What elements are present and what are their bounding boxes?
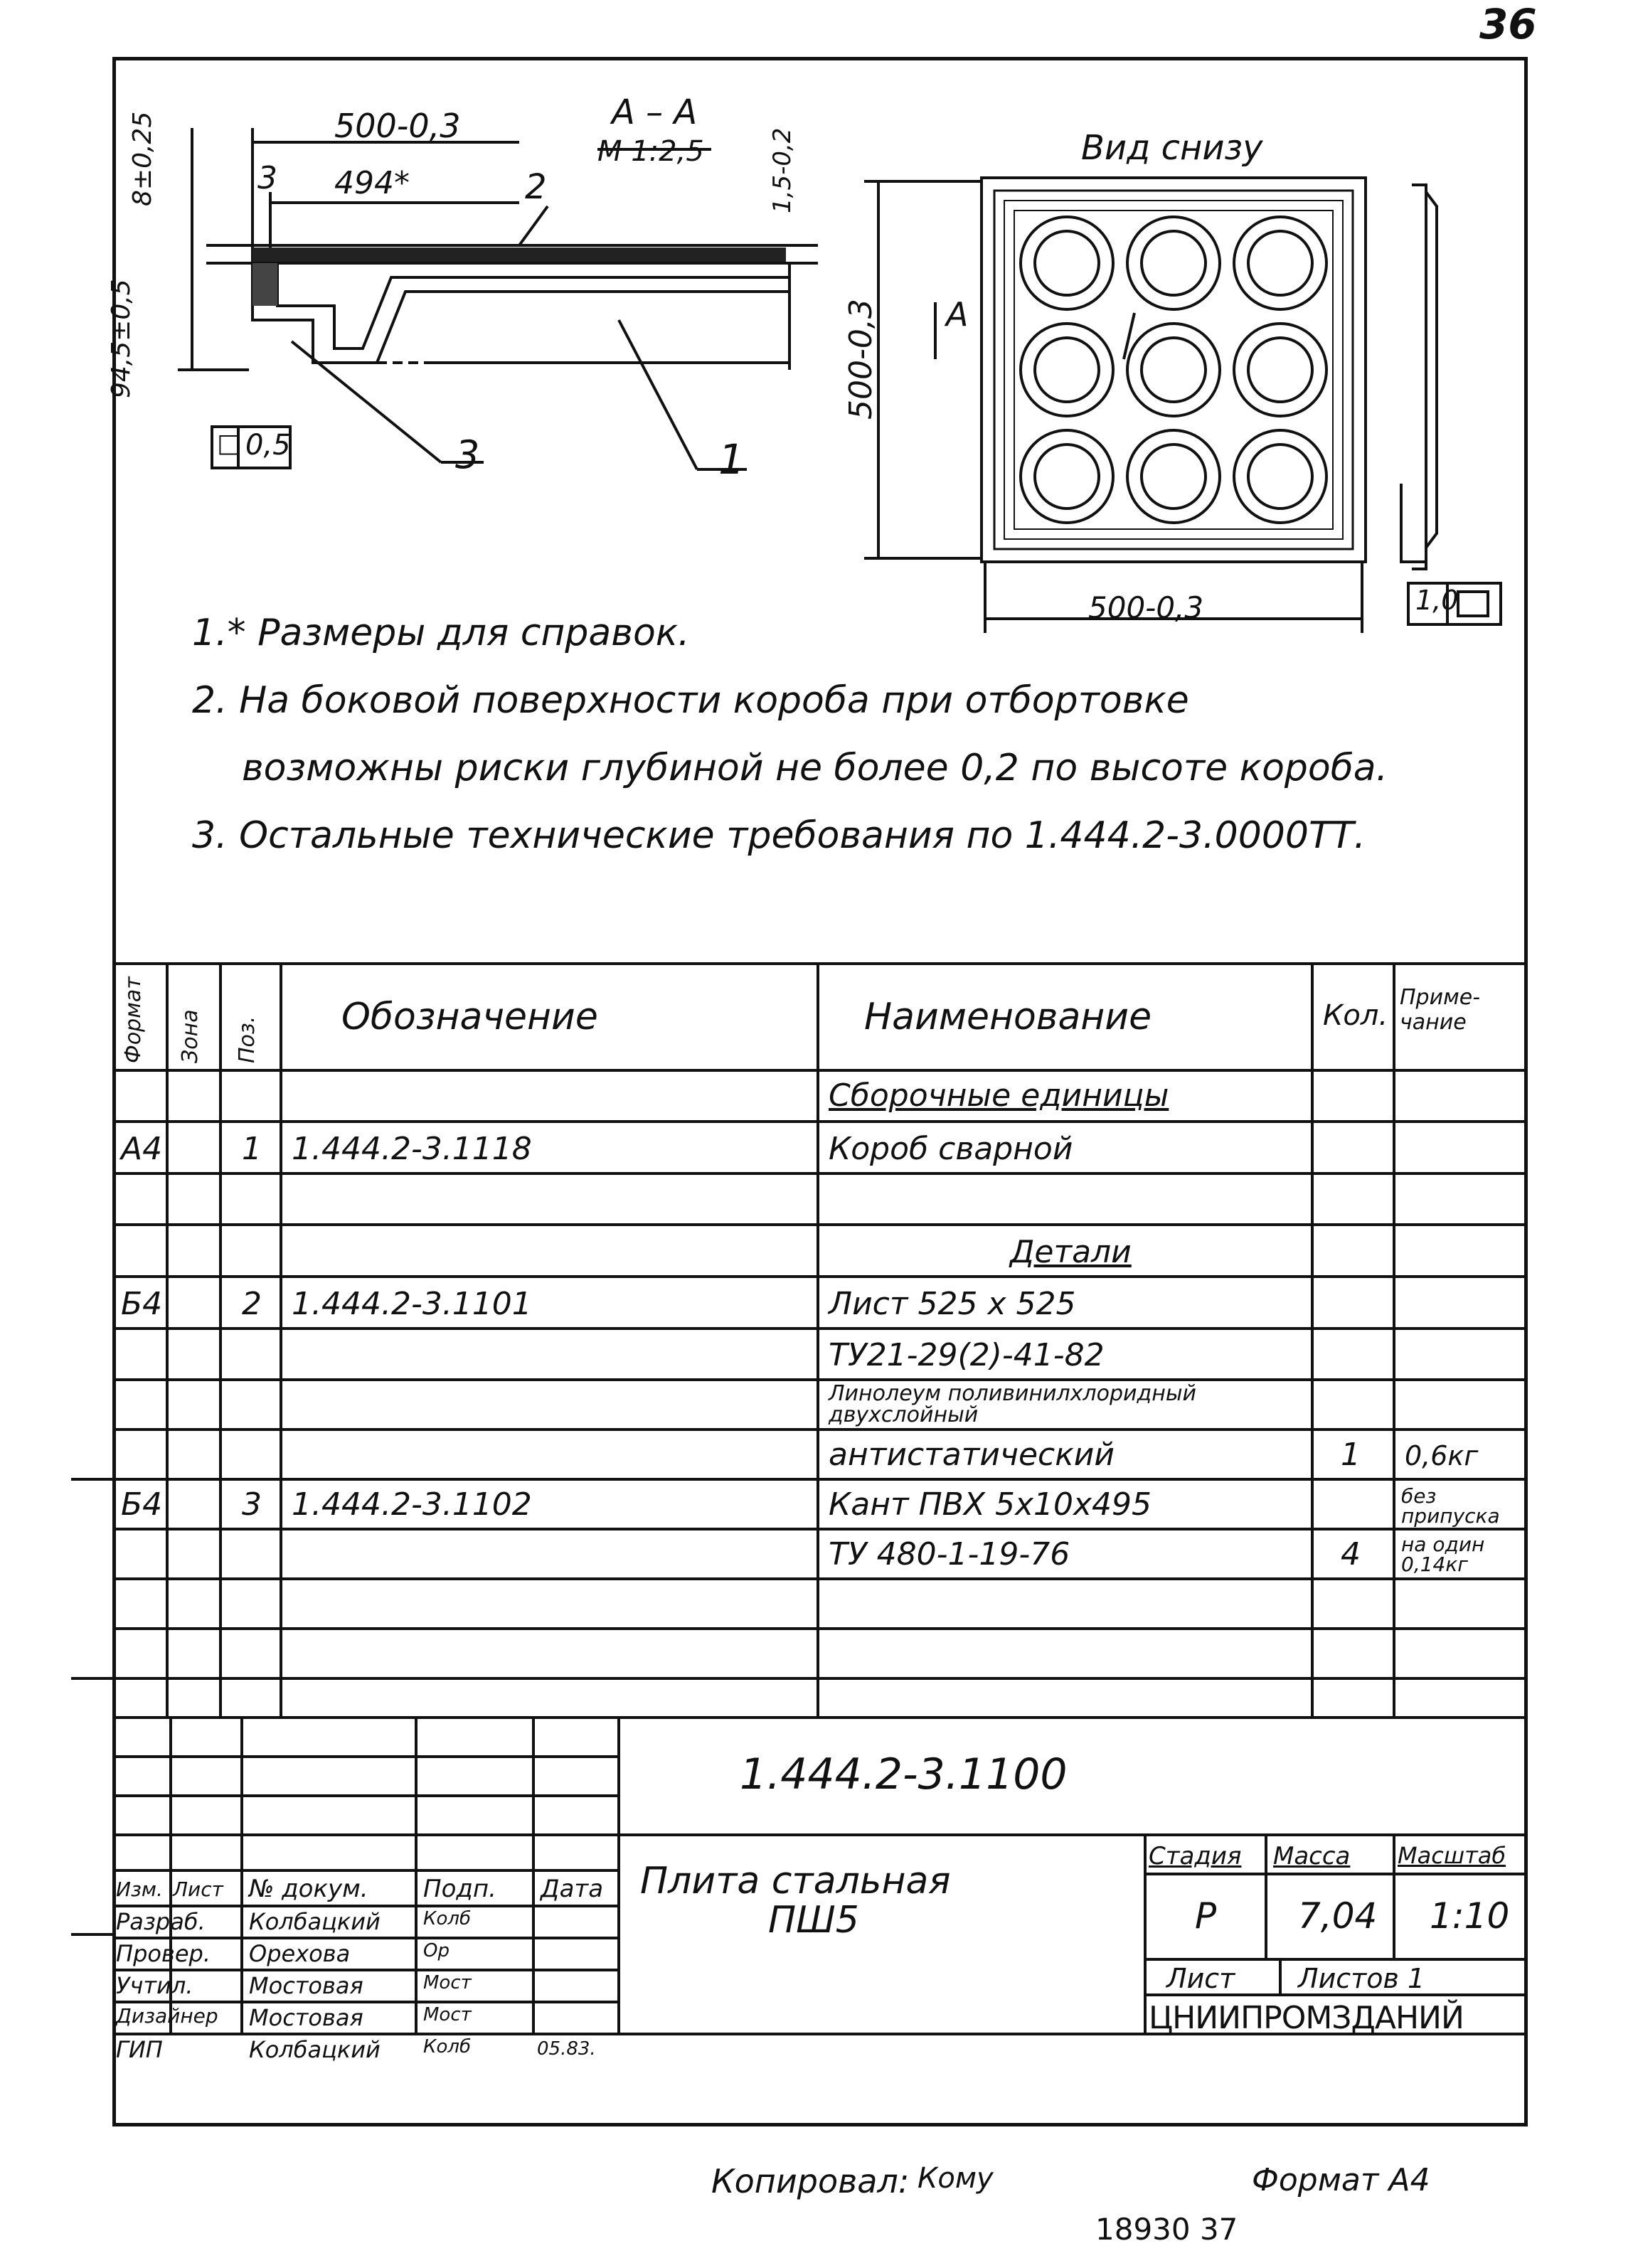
header-name: Наименование <box>864 996 1152 1038</box>
spec-row-4-designation: 1.444.2-3.1101 <box>292 1286 532 1322</box>
spec-row-8-pos: 3 <box>242 1486 262 1523</box>
person-name-1: Колбацкий <box>249 1908 381 1935</box>
flatness2-value: 1,0 <box>1415 585 1459 616</box>
copied-by-label: Копировал: <box>711 2162 910 2200</box>
title-line1: Плита стальная <box>640 1860 951 1902</box>
header-pos: Поз. <box>235 1016 260 1063</box>
scale-value: 1:10 <box>1430 1895 1510 1937</box>
spec-section-assembly: Сборочные единицы <box>829 1077 1169 1114</box>
flatness-value: 0,5 <box>245 429 291 462</box>
person-date-5: 05.83. <box>537 2038 596 2060</box>
spec-row-9-name: ТУ 480-1-19-76 <box>829 1536 1070 1572</box>
mass-value: 7,04 <box>1298 1895 1378 1937</box>
spec-row-5-name: ТУ21-29(2)-41-82 <box>829 1337 1105 1373</box>
spec-row-7-name: антистатический <box>829 1437 1115 1473</box>
note-2: 2. На боковой поверхности короба при отбортовке <box>192 679 1189 722</box>
flatness-symbol: □ <box>217 429 242 458</box>
spec-row-1-format: А4 <box>121 1131 163 1167</box>
dim-8: 8±0,25 <box>128 111 157 206</box>
col-doc: № докум. <box>249 1875 368 1903</box>
person-role-2: Провер. <box>116 1940 211 1967</box>
person-name-3: Мостовая <box>249 1972 363 1999</box>
dim-494: 494* <box>334 165 410 201</box>
col-izm: Изм. <box>116 1878 163 1901</box>
note-2-cont: возможны риски глубиной не более 0,2 по высоте короба. <box>242 747 1388 789</box>
person-name-4: Мостовая <box>249 2004 363 2031</box>
header-zone: Зона <box>178 1009 203 1063</box>
dim-500-bottom: 500-0,3 <box>1088 590 1204 625</box>
header-format: Формат <box>121 976 146 1063</box>
spec-row-1-designation: 1.444.2-3.1118 <box>292 1131 532 1167</box>
person-role-1: Разраб. <box>116 1908 206 1935</box>
callout-3: 3 <box>455 432 480 477</box>
spec-row-1-name: Короб сварной <box>829 1131 1073 1167</box>
section-scale: М 1:2,5 <box>597 135 704 168</box>
format-note: Формат А4 <box>1252 2162 1430 2198</box>
spec-row-9-note: на один 0,14кг <box>1401 1533 1485 1576</box>
person-sign-2: Ор <box>423 1940 450 1961</box>
callout-1: 1 <box>718 435 745 484</box>
view-marker: А <box>946 295 969 334</box>
person-sign-1: Колб <box>423 1908 472 1929</box>
spec-row-4-name: Лист 525 х 525 <box>829 1286 1076 1322</box>
dim-3: 3 <box>257 160 277 196</box>
note-3: 3. Остальные технические требования по 1.444.2-3.0000ТТ. <box>192 814 1366 857</box>
organization: ЦНИИПРОМЗДАНИЙ <box>1149 2000 1464 2036</box>
title-line2: ПШ5 <box>768 1899 859 1942</box>
spec-row-6-name: Линолеум поливинилхлоридный двухслойный <box>829 1381 1197 1427</box>
stage-label: Стадия <box>1149 1842 1242 1870</box>
person-sign-5: Колб <box>423 2036 472 2057</box>
bottom-view-title: Вид снизу <box>1081 128 1263 168</box>
spec-row-8-name: Кант ПВХ 5х10х495 <box>829 1486 1152 1523</box>
spec-row-7-qty: 1 <box>1341 1437 1361 1473</box>
spec-row-4-pos: 2 <box>242 1286 262 1322</box>
dim-94: 94,5±0,5 <box>107 279 136 398</box>
person-sign-4: Мост <box>423 2004 472 2025</box>
person-sign-3: Мост <box>423 1972 472 1993</box>
spec-row-7-note: 0,6кг <box>1405 1440 1479 1471</box>
person-role-3: Учтил. <box>116 1972 193 1999</box>
person-name-2: Орехова <box>249 1940 351 1967</box>
dim-1-5: 1,5-0,2 <box>768 127 797 213</box>
dim-500-top: 500-0,3 <box>334 107 461 145</box>
col-list: Лист <box>173 1878 223 1901</box>
stage-value: Р <box>1195 1895 1217 1937</box>
note-1: 1.* Размеры для справок. <box>192 612 690 654</box>
col-date: Дата <box>541 1875 604 1903</box>
scale-label: Масштаб <box>1398 1842 1506 1869</box>
header-note: Приме- чание <box>1400 985 1481 1035</box>
col-sign: Подп. <box>423 1875 496 1903</box>
person-role-5: ГИП <box>116 2036 163 2063</box>
sheets-label: Листов 1 <box>1298 1963 1425 1994</box>
header-qty: Кол. <box>1323 999 1388 1032</box>
spec-row-9-qty: 4 <box>1341 1536 1361 1572</box>
spec-row-4-format: Б4 <box>121 1286 163 1322</box>
mass-label: Масса <box>1273 1842 1351 1870</box>
callout-2: 2 <box>525 167 547 207</box>
dim-500-side: 500-0,3 <box>843 299 879 420</box>
spec-section-details: Детали <box>1010 1234 1132 1270</box>
person-role-4: Дизайнер <box>116 2004 218 2028</box>
spec-row-8-note: без припуска <box>1401 1484 1500 1528</box>
spec-row-8-designation: 1.444.2-3.1102 <box>292 1486 532 1523</box>
archive-number: 18930 37 <box>1095 2212 1238 2247</box>
page-number: 36 <box>1479 0 1537 48</box>
header-designation: Обозначение <box>341 996 598 1038</box>
section-label: А – А <box>612 92 698 132</box>
spec-row-8-format: Б4 <box>121 1486 163 1523</box>
document-code: 1.444.2-3.1100 <box>740 1750 1068 1799</box>
copier-signature: Кому <box>918 2162 994 2195</box>
sheet-label: Лист <box>1166 1963 1235 1994</box>
person-name-5: Колбацкий <box>249 2036 381 2063</box>
spec-row-1-pos: 1 <box>242 1131 262 1167</box>
